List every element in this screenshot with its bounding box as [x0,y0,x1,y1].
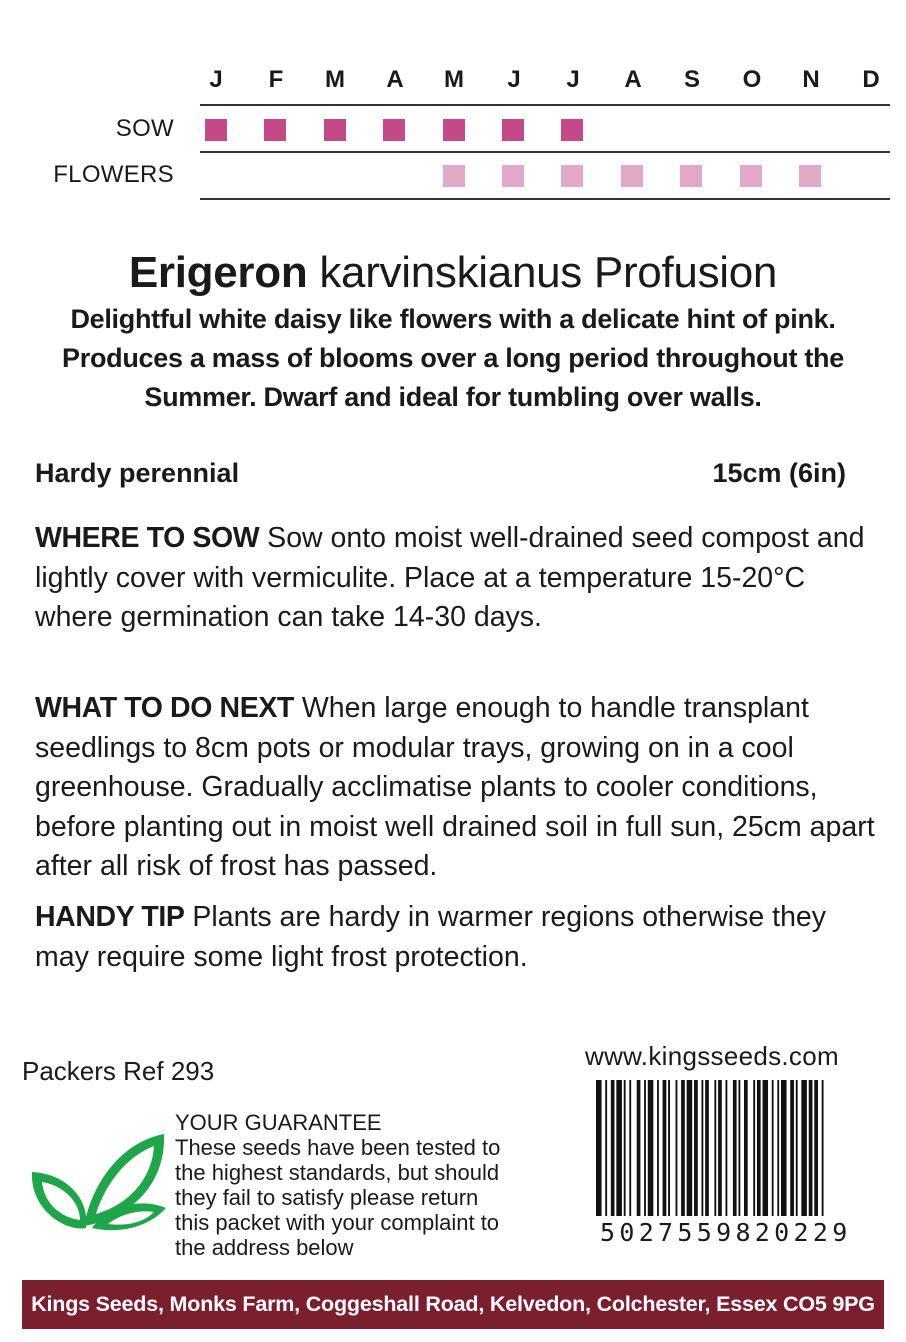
barcode-bar [676,1080,678,1216]
plant-height: 15cm (6in) [712,458,846,488]
sow-row-label: SOW [115,115,174,142]
barcode-bar [790,1080,794,1216]
calendar-divider [200,104,890,106]
leaf-logo-icon [26,1130,170,1234]
barcode-bar [701,1080,703,1216]
barcode [596,1080,862,1216]
barcode-bar [726,1080,728,1216]
description-line: Summer. Dwarf and ideal for tumbling over walls. [144,382,762,412]
leaf-logo-icon [92,1203,166,1230]
flowers-month-marker [621,165,643,187]
barcode-bar [687,1080,693,1216]
flowers-month-marker [502,165,524,187]
plant-type: Hardy perennial [35,458,240,488]
barcode-bar [629,1080,631,1216]
sow-month-marker [443,119,465,141]
what-to-do-next-section [35,689,885,887]
barcode-bar [822,1080,824,1216]
month-apr: A [386,66,404,93]
handy-tip-section [35,898,885,977]
guarantee-title: YOUR GUARANTEE [175,1110,382,1135]
month-nov: N [802,66,820,93]
barcode-bar [624,1080,626,1216]
guarantee-line: These seeds have been tested to [175,1135,501,1160]
barcode-bar [616,1080,622,1216]
description-line: Produces a mass of blooms over a long period throughout the [62,343,844,373]
packers-ref: Packers Ref 293 [22,1056,215,1086]
month-sep: S [683,66,700,93]
month-jun: J [507,66,521,93]
guarantee-line: the highest standards, but should [175,1160,500,1185]
barcode-bar [738,1080,740,1216]
flowers-month-marker [561,165,583,187]
guarantee-line: this packet with your complaint to [175,1210,500,1235]
month-feb: F [268,66,284,93]
barcode-bar [681,1080,685,1216]
flowers-row-label: FLOWERS [53,161,174,188]
barcode-bar [694,1080,698,1216]
title-species: karvinskianus Profusion [307,248,778,297]
month-mar: M [325,66,345,93]
barcode-bar [763,1080,769,1216]
flowers-month-marker [443,165,465,187]
section-text: Plants are hardy in warmer regions otherwise they may require some light frost protection. [35,901,827,973]
barcode-bar [809,1080,813,1216]
description-line: Delightful white daisy like flowers with a delicate hint of pink. [70,304,836,334]
barcode-bar [637,1080,641,1216]
flowers-month-marker [740,165,762,187]
barcode-bar [781,1080,787,1216]
barcode-bar [744,1080,748,1216]
guarantee-block [175,1110,575,1260]
sow-month-marker [205,119,227,141]
barcode-bar [772,1080,774,1216]
barcode-bar [718,1080,722,1216]
barcode-bar [814,1080,818,1216]
calendar-divider [200,198,890,200]
barcode-bar [796,1080,798,1216]
title-genus: Erigeron [128,248,308,297]
month-may: M [444,66,464,93]
month-dec: D [862,66,880,93]
product-title [0,248,906,298]
barcode-bar [611,1080,615,1216]
leaf-logo-icon [32,1172,87,1228]
barcode-bar [605,1080,607,1216]
flowers-month-marker [799,165,821,187]
guarantee-line: the address below [175,1235,354,1260]
barcode-bar [644,1080,646,1216]
calendar-divider [200,151,890,153]
barcode-bar [648,1080,654,1216]
where-to-sow-section [35,519,885,638]
sow-month-marker [264,119,286,141]
sow-month-marker [502,119,524,141]
sow-month-marker [383,119,405,141]
barcode-bar [663,1080,667,1216]
flowers-month-marker [680,165,702,187]
section-heading: WHAT TO DO NEXT [35,692,294,724]
barcode-bar [801,1080,807,1216]
month-oct: O [742,66,762,93]
section-text: Sow onto moist well-drained seed compost and lightly cover with vermiculite. Place at a temperature 15-20°C where germination can take 14-30 days. [35,522,865,633]
barcode-bar [757,1080,761,1216]
barcode-bar [714,1080,716,1216]
section-heading: WHERE TO SOW [35,522,260,554]
barcode-bar [733,1080,737,1216]
guarantee-line: they fail to satisfy please return [175,1185,479,1210]
month-aug: A [624,66,642,93]
barcode-bar [668,1080,670,1216]
footer-address: Kings Seeds, Monks Farm, Coggeshall Road, Kelvedon, Colchester, Essex CO5 9PG [22,1280,884,1329]
product-description [20,300,886,417]
barcode-number: 5027559820229 [600,1218,852,1247]
section-heading: HANDY TIP [35,901,185,933]
website-url[interactable]: www.kingsseeds.com [585,1041,839,1071]
barcode-bar [705,1080,709,1216]
month-jan: J [209,66,223,93]
sow-month-marker [324,119,346,141]
barcode-bar [777,1080,779,1216]
section-text: When large enough to handle transplant seedlings to 8cm pots or modular trays, growing on in a cool greenhouse. Gradually acclimatise plants to cooler conditions, before planting out in moist well drained soil in full sun, 25cm apart after all risk of frost has passed. [35,692,875,882]
sow-month-marker [561,119,583,141]
barcode-bar [657,1080,659,1216]
barcode-bar [753,1080,755,1216]
month-jul: J [566,66,580,93]
barcode-bar [596,1080,602,1216]
